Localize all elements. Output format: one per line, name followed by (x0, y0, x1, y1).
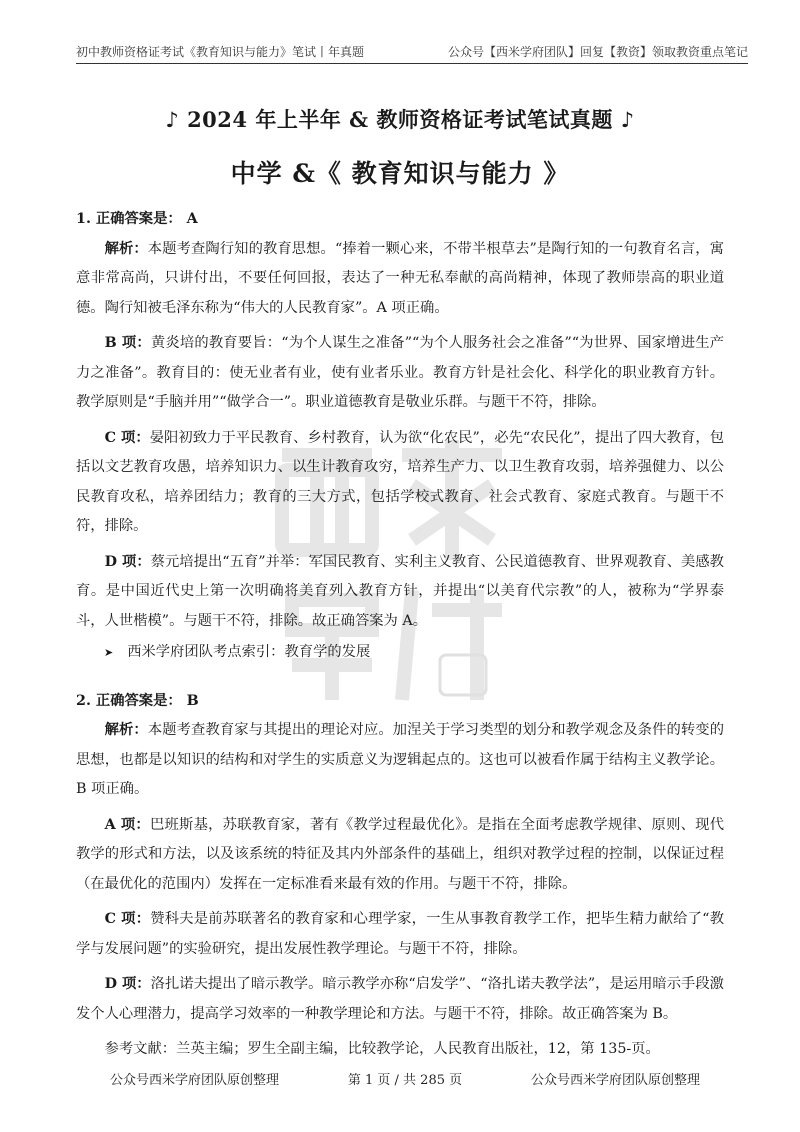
q2-option-a-text: 巴班斯基，苏联教育家，著有《教学过程最优化》。是指在全面考虑教学规律、原则、现代教学的形式和方法，以及该系统的特征及其内外部条件的基础上，组织对教学过程的控制，以保证过程（在最优化的范围内）发挥在一定标准看来最有效的作用。与题干不符，排除。 (76, 816, 724, 892)
arrow-bullet-icon: ➤ (104, 646, 114, 659)
q1-option-b-label: B 项： (104, 335, 151, 351)
q2-option-c (76, 905, 724, 964)
q1-analysis (76, 235, 724, 324)
q1-option-d-label: D 项： (104, 553, 151, 570)
exam-title: ♪ 2024 年上半年 & 教师资格证考试笔试真题 ♪ (165, 107, 635, 132)
q1-option-c-label: C 项： (104, 429, 150, 446)
answer-content (76, 205, 724, 1065)
q2-option-a (76, 811, 724, 900)
q2-option-d-text: 洛扎诺夫提出了暗示教学。暗示教学亦称“启发学”、“洛扎诺夫教学法”，是运用暗示手段激发个人心理潜力，提高学习效率的一种教学理论和方法。与题干不符，排除。故正确答案为 B。 (76, 976, 724, 1022)
page-footer (110, 1069, 700, 1088)
q2-option-d-label: D 项： (104, 976, 151, 992)
q2-option-c-text: 赞科夫是前苏联著名的教育家和心理学家，一生从事教育教学工作，把毕生精力献给了“教学与发展问题”的实验研究，提出发展性教学理论。与题干不符，排除。 (76, 911, 724, 957)
q1-analysis-text: 本题考查陶行知的教育思想。“捧着一颗心来，不带半根草去”是陶行知的一句教育名言，寓意非常高尚，只讲付出，不要任何回报，表达了一种无私奉献的高尚精神，体现了教师崇高的职业道德。陶行知被毛泽东称为“伟大的人民教育家”。A 项正确。 (76, 240, 725, 316)
q2-analysis (76, 716, 724, 805)
q1-topic-index-text: 西米学府团队考点索引：教育学的发展 (127, 644, 371, 660)
question-2-answer-heading: 2. 正确答案是： B (76, 692, 199, 709)
q1-analysis-label: 解析： (104, 240, 148, 257)
q2-reference: 参考文献：兰英主编；罗生全副主编，比较教学论，人民教育出版社，12，第 135-页。 (104, 1041, 660, 1057)
question-1-answer-heading: 1. 正确答案是： A (76, 211, 198, 227)
page-number: 第 1 页 / 共 285 页 (347, 1073, 463, 1088)
q1-topic-index (104, 638, 724, 668)
q1-option-d (76, 548, 724, 637)
running-header (76, 38, 748, 64)
q1-option-b (76, 329, 724, 418)
q2-option-d (76, 970, 724, 1029)
header-left-text: 初中教师资格证考试《教育知识与能力》笔试丨年真题 (76, 45, 365, 59)
footer-left-text: 公众号西米学府团队原创整理 (110, 1073, 280, 1088)
header-right-text: 公众号【西米学府团队】回复【教资】领取教资重点笔记 (447, 45, 748, 59)
q2-analysis-text: 本题考查教育家与其提出的理论对应。加涅关于学习类型的划分和教学观念及条件的转变的思想，也都是以知识的结构和对学生的实质意义为逻辑起点的。这也可以被看作属于结构主义教学论。B 项正确。 (76, 722, 725, 797)
subject-title: 中学 &《 教育知识与能力 》 (230, 159, 570, 188)
footer-right-text: 公众号西米学府团队原创整理 (530, 1073, 700, 1088)
q2-option-c-label: C 项： (104, 911, 151, 927)
q1-option-c (76, 424, 724, 542)
q1-option-d-text: 蔡元培提出“五育”并举：军国民教育、实利主义教育、公民道德教育、世界观教育、美感教育。是中国近代史上第一次明确将美育列入教育方针，并提出“以美育代宗教”的人，被称为“学界泰斗，人世楷模”。与题干不符，排除。故正确答案为 A。 (76, 553, 724, 629)
q1-option-c-text: 晏阳初致力于平民教育、乡村教育，认为欲“化农民”，必先“农民化”，提出了四大教育，包括以文艺教育攻愚，培养知识力、以生计教育攻穷，培养生产力、以卫生教育攻弱，培养强健力、以公民教育攻私，培养团结力；教育的三大方式，包括学校式教育、社会式教育、家庭式教育。与题干不符，排除。 (76, 429, 725, 534)
q1-option-b-text: 黄炎培的教育要旨：“为个人谋生之准备”“为个人服务社会之准备”“为世界、国家增进生产力之准备”。教育目的：使无业者有业，使有业者乐业。教育方针是社会化、科学化的职业教育方针。教学原则是“手脑并用”“做学合一”。职业道德教育是敬业乐群。与题干不符，排除。 (76, 335, 725, 410)
q2-option-a-label: A 项： (104, 816, 150, 833)
q2-analysis-label: 解析： (104, 722, 148, 738)
